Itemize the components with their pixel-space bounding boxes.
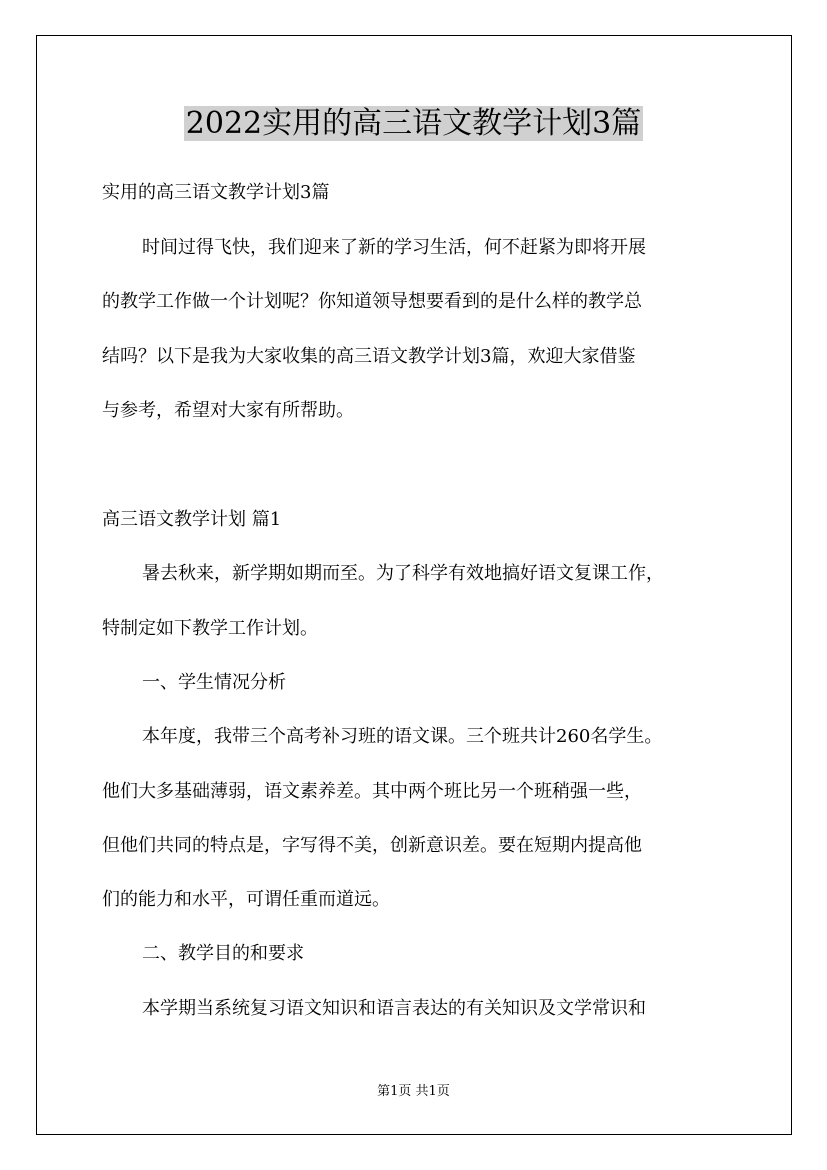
paragraph-1-line-2: 特制定如下教学工作计划。 xyxy=(102,618,318,639)
intro-line-1: 时间过得飞快，我们迎来了新的学习生活，何不赶紧为即将开展 xyxy=(142,237,646,258)
paragraph-3-line-1: 本学期当系统复习语文知识和语言表达的有关知识及文学常识和 xyxy=(142,998,646,1019)
subtitle: 实用的高三语文教学计划3篇 xyxy=(102,182,330,203)
paragraph-2-line-1: 本年度，我带三个高考补习班的语文课。三个班共计260名学生。 xyxy=(142,726,663,747)
document-title xyxy=(0,104,827,144)
paragraph-2-line-2: 他们大多基础薄弱，语文素养差。其中两个班比另一个班稍强一些， xyxy=(102,781,642,802)
page-number-footer: 第1页 共1页 xyxy=(377,1084,450,1099)
paragraph-2-line-3: 但他们共同的特点是，字写得不美，创新意识差。要在短期内提高他 xyxy=(102,835,642,856)
intro-line-2: 的教学工作做一个计划呢？你知道领导想要看到的是什么样的教学总 xyxy=(102,291,642,312)
intro-line-4: 与参考，希望对大家有所帮助。 xyxy=(102,400,354,421)
heading-teaching-goals: 二、教学目的和要求 xyxy=(142,943,304,964)
heading-student-analysis: 一、学生情况分析 xyxy=(142,672,286,693)
document-title-text: 2022实用的高三语文教学计划3篇 xyxy=(185,106,642,141)
intro-line-3: 结吗？以下是我为大家收集的高三语文教学计划3篇，欢迎大家借鉴 xyxy=(102,346,636,367)
paragraph-2-line-4: 们的能力和水平，可谓任重而道远。 xyxy=(102,889,390,910)
section-heading: 高三语文教学计划 篇1 xyxy=(102,509,282,530)
paragraph-1-line-1: 暑去秋来，新学期如期而至。为了科学有效地搞好语文复课工作， xyxy=(142,563,664,584)
